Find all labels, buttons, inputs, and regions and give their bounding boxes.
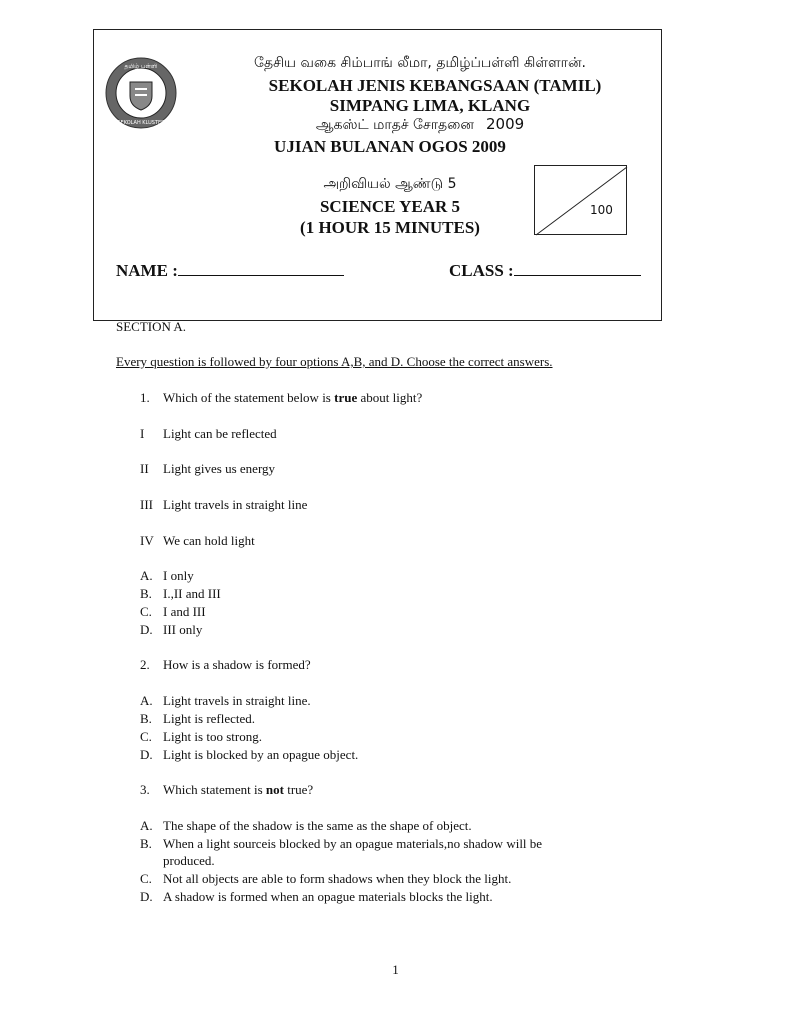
option-text[interactable]: Light is blocked by an opague object. <box>163 747 359 762</box>
option-label: D. <box>140 747 153 762</box>
score-diagonal-line <box>535 166 628 236</box>
option-text[interactable]: Light is reflected. <box>163 711 256 726</box>
section-title: SECTION A. <box>116 319 187 334</box>
statement-label: I <box>140 426 145 441</box>
name-blank-line[interactable] <box>178 261 344 276</box>
option-label: C. <box>140 729 152 744</box>
option-text[interactable]: A shadow is formed when an opague materials blocks the light. <box>163 889 493 904</box>
class-field[interactable] <box>449 261 641 281</box>
class-blank-line[interactable] <box>514 261 641 276</box>
class-label: CLASS : <box>449 261 514 280</box>
exam-title: UJIAN BULANAN OGOS 2009 <box>274 137 506 156</box>
school-name-line1: SEKOLAH JENIS KEBANGSAAN (TAMIL) <box>268 76 602 95</box>
statement-text: Light travels in straight line <box>163 497 308 512</box>
statement-text: We can hold light <box>163 533 255 548</box>
option-text[interactable]: Light travels in straight line. <box>163 693 311 708</box>
subject-title: SCIENCE YEAR 5 <box>319 197 461 216</box>
option-label: C. <box>140 871 152 886</box>
tamil-school-name: தேசிய வகை சிம்பாங் லீமா, தமிழ்ப்பள்ளி கிள்ளான். <box>254 55 586 71</box>
option-label: D. <box>140 622 153 637</box>
school-name-line2: SIMPANG LIMA, KLANG <box>329 96 531 115</box>
option-text[interactable]: Light is too strong. <box>163 729 262 744</box>
score-total: 100 <box>590 203 613 217</box>
statement-label: III <box>140 497 153 512</box>
option-label: B. <box>140 586 152 601</box>
option-text[interactable]: I.,II and III <box>163 586 221 601</box>
question-text: How is a shadow is formed? <box>163 657 311 672</box>
option-text-continued[interactable]: produced. <box>163 853 215 868</box>
tamil-subject: அறிவியல் ஆண்டு 5 <box>323 176 457 192</box>
question-number: 1. <box>140 390 150 405</box>
option-text[interactable]: III only <box>163 622 203 637</box>
svg-text:SEKOLAH KLUSTER: SEKOLAH KLUSTER <box>117 120 165 126</box>
statement-text: Light can be reflected <box>163 426 277 441</box>
page-number: 1 <box>392 962 399 977</box>
option-text[interactable]: When a light sourceis blocked by an opague materials,no shadow will be <box>163 836 543 851</box>
score-box <box>534 165 627 235</box>
tamil-exam-title: ஆகஸ்ட் மாதச் சோதனை 2009 <box>315 115 525 133</box>
option-text[interactable]: Not all objects are able to form shadows when they block the light. <box>163 871 512 886</box>
option-label: D. <box>140 889 153 904</box>
question-number: 2. <box>140 657 150 672</box>
school-logo <box>104 56 178 130</box>
option-text[interactable]: The shape of the shadow is the same as the shape of object. <box>163 818 472 833</box>
option-label: B. <box>140 836 152 851</box>
option-label: A. <box>140 568 153 583</box>
name-label: NAME : <box>116 261 178 280</box>
duration: (1 HOUR 15 MINUTES) <box>300 218 480 237</box>
option-label: A. <box>140 693 153 708</box>
option-text[interactable]: I and III <box>163 604 206 619</box>
option-label: C. <box>140 604 152 619</box>
svg-text:தமிழ் பள்ளி: தமிழ் பள்ளி <box>124 63 158 70</box>
option-label: A. <box>140 818 153 833</box>
question-text: Which of the statement below is true about light? <box>163 390 423 405</box>
option-label: B. <box>140 711 152 726</box>
name-field[interactable] <box>116 261 344 281</box>
question-number: 3. <box>140 782 150 797</box>
statement-text: Light gives us energy <box>163 461 276 476</box>
option-text[interactable]: I only <box>163 568 194 583</box>
section-instruction: Every question is followed by four options A,B, and D. Choose the correct answers. <box>116 354 553 369</box>
statement-label: II <box>140 461 149 476</box>
question-text: Which statement is not true? <box>163 782 314 797</box>
statement-label: IV <box>140 533 154 548</box>
